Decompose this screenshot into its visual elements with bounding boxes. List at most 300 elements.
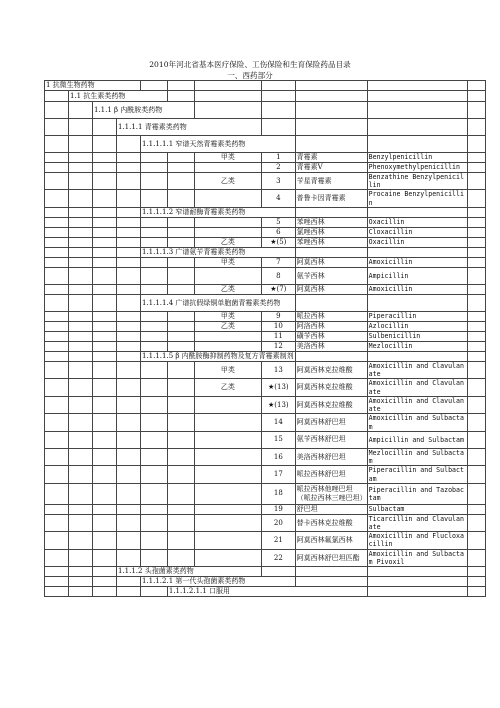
empty-cell <box>367 247 467 257</box>
drug-name-cn: 阿洛西林 <box>295 321 367 331</box>
indent-cell <box>45 217 69 227</box>
empty-cell <box>467 173 485 190</box>
indent-cell <box>45 207 69 217</box>
drug-name-en: Ticarcillin and Clavulanate <box>367 514 467 531</box>
drug-row <box>45 190 486 207</box>
indent-cell <box>45 577 69 587</box>
empty-cell <box>467 217 485 227</box>
indent-cell <box>93 514 117 531</box>
indent-cell <box>69 483 93 504</box>
category-row <box>45 587 486 597</box>
indent-cell <box>93 321 117 331</box>
indent-cell <box>167 466 194 483</box>
empty-cell <box>295 81 367 91</box>
drug-name-cn: 替卡西林克拉维酸 <box>295 514 367 531</box>
drug-name-cn: 阿莫西林克拉维酸 <box>295 396 367 413</box>
empty-cell <box>467 102 485 119</box>
indent-cell <box>45 448 69 465</box>
empty-cell <box>194 91 261 102</box>
indent-cell <box>167 284 194 294</box>
empty-cell <box>467 119 485 136</box>
indent-cell <box>141 514 168 531</box>
indent-cell <box>69 431 93 448</box>
indent-cell <box>45 237 69 247</box>
drug-name-en: Amoxicillin and Clavulanate <box>367 361 467 378</box>
indent-cell <box>69 294 93 311</box>
category-heading: 1.1.1.1 青霉素类药物 <box>117 119 262 136</box>
drug-name-en: Amoxicillin <box>367 257 467 267</box>
indent-cell <box>167 341 194 351</box>
drug-row <box>45 163 486 173</box>
drug-catalog-table <box>44 80 486 597</box>
indent-cell <box>167 190 194 207</box>
category-heading: 1.1.1.2 头孢菌素类药物 <box>117 567 262 577</box>
drug-row <box>45 483 486 504</box>
indent-cell <box>45 163 69 173</box>
category-heading: 1.1.1.1.3 广谱氨苄青霉素类药物 <box>141 247 296 257</box>
indent-cell <box>93 431 117 448</box>
indent-cell <box>117 587 141 597</box>
empty-cell <box>467 448 485 465</box>
drug-name-cn: 青霉素V <box>295 163 367 173</box>
indent-cell <box>93 396 117 413</box>
category-heading: 1.1.1 β 内酰胺类药物 <box>93 102 195 119</box>
drug-name-cn: 氨苄西林 <box>295 267 367 284</box>
category-heading: 1.1 抗生素类药物 <box>69 91 168 102</box>
indent-cell <box>69 190 93 207</box>
indent-cell <box>93 483 117 504</box>
category-row <box>45 136 486 153</box>
indent-cell <box>93 532 117 549</box>
drug-name-en: Amoxicillin and Sulbactam <box>367 414 467 431</box>
drug-name-cn: 磺苄西林 <box>295 331 367 341</box>
indent-cell <box>45 483 69 504</box>
indent-cell <box>69 396 93 413</box>
indent-cell <box>69 414 93 431</box>
indent-cell <box>117 532 141 549</box>
indent-cell <box>93 163 117 173</box>
drug-class <box>194 267 261 284</box>
indent-cell <box>167 448 194 465</box>
indent-cell <box>45 396 69 413</box>
drug-row <box>45 257 486 267</box>
drug-name-cn: 哌拉西林 <box>295 311 367 321</box>
empty-cell <box>467 257 485 267</box>
indent-cell <box>167 163 194 173</box>
drug-row <box>45 414 486 431</box>
empty-cell <box>467 466 485 483</box>
drug-name-en: Amoxicillin <box>367 284 467 294</box>
drug-name-en: Piperacillin <box>367 311 467 321</box>
indent-cell <box>117 396 141 413</box>
empty-cell <box>194 102 261 119</box>
indent-cell <box>117 483 141 504</box>
indent-cell <box>117 361 141 378</box>
indent-cell <box>167 431 194 448</box>
indent-cell <box>45 284 69 294</box>
indent-cell <box>93 119 117 136</box>
drug-name-cn: 普鲁卡因青霉素 <box>295 190 367 207</box>
indent-cell <box>45 190 69 207</box>
drug-class <box>194 396 261 413</box>
empty-cell <box>367 567 467 577</box>
drug-number: 2 <box>261 163 295 173</box>
indent-cell <box>141 331 168 341</box>
drug-name-en: Amoxicillin and Sulbactam Pivoxil <box>367 549 467 566</box>
category-row <box>45 81 486 91</box>
indent-cell <box>45 247 69 257</box>
drug-row <box>45 267 486 284</box>
indent-cell <box>167 514 194 531</box>
drug-class: 甲类 <box>194 257 261 267</box>
indent-cell <box>45 119 69 136</box>
indent-cell <box>69 587 93 597</box>
indent-cell <box>45 549 69 566</box>
drug-name-cn: 阿莫西林舒巴坦 <box>295 414 367 431</box>
indent-cell <box>117 504 141 514</box>
indent-cell <box>117 577 141 587</box>
drug-name-cn: 阿莫西林克拉维酸 <box>295 361 367 378</box>
indent-cell <box>45 466 69 483</box>
indent-cell <box>69 577 93 587</box>
drug-class <box>194 217 261 227</box>
indent-cell <box>93 379 117 396</box>
drug-row <box>45 448 486 465</box>
indent-cell <box>117 431 141 448</box>
drug-name-en: Mezlocillin <box>367 341 467 351</box>
indent-cell <box>141 163 168 173</box>
indent-cell <box>69 341 93 351</box>
drug-number: 8 <box>261 267 295 284</box>
drug-row <box>45 341 486 351</box>
drug-name-en: Ampicillin <box>367 267 467 284</box>
drug-class <box>194 483 261 504</box>
drug-number: 5 <box>261 217 295 227</box>
drug-class <box>194 414 261 431</box>
empty-cell <box>467 91 485 102</box>
indent-cell <box>141 257 168 267</box>
drug-name-en: Amoxicillin and Flucloxacillin <box>367 532 467 549</box>
drug-row <box>45 237 486 247</box>
indent-cell <box>141 466 168 483</box>
indent-cell <box>93 577 117 587</box>
indent-cell <box>141 483 168 504</box>
indent-cell <box>69 448 93 465</box>
indent-cell <box>69 247 93 257</box>
drug-name-en: Procaine Benzylpenicillin <box>367 190 467 207</box>
indent-cell <box>167 153 194 163</box>
indent-cell <box>141 504 168 514</box>
empty-cell <box>367 587 467 597</box>
empty-cell <box>261 567 295 577</box>
section-subtitle: 一、西药部分 <box>227 71 273 80</box>
drug-number: ★(5) <box>261 237 295 247</box>
indent-cell <box>167 414 194 431</box>
indent-cell <box>93 549 117 566</box>
indent-cell <box>141 341 168 351</box>
indent-cell <box>45 227 69 237</box>
empty-cell <box>295 567 367 577</box>
indent-cell <box>93 136 117 153</box>
drug-number: 3 <box>261 173 295 190</box>
indent-cell <box>93 217 117 227</box>
drug-name-cn: 哌拉西林他唑巴坦（哌拉西林三唑巴坦） <box>295 483 367 504</box>
drug-number: 17 <box>261 466 295 483</box>
indent-cell <box>45 514 69 531</box>
drug-name-cn: 美洛西林 <box>295 341 367 351</box>
indent-cell <box>69 119 93 136</box>
drug-row <box>45 396 486 413</box>
document-title: 2010年河北省基本医疗保险、工伤保险和生育保险药品目录 <box>149 60 351 69</box>
empty-cell <box>467 504 485 514</box>
drug-name-cn: 苄星青霉素 <box>295 173 367 190</box>
drug-class: 甲类 <box>194 361 261 378</box>
indent-cell <box>69 207 93 217</box>
indent-cell <box>45 351 69 361</box>
drug-row <box>45 217 486 227</box>
indent-cell <box>93 227 117 237</box>
empty-cell <box>467 284 485 294</box>
indent-cell <box>93 448 117 465</box>
empty-cell <box>467 267 485 284</box>
drug-class <box>194 504 261 514</box>
indent-cell <box>69 567 93 577</box>
indent-cell <box>117 227 141 237</box>
drug-name-en: Sulbenicillin <box>367 331 467 341</box>
indent-cell <box>167 217 194 227</box>
indent-cell <box>45 431 69 448</box>
indent-cell <box>45 532 69 549</box>
drug-number: ★(13) <box>261 379 295 396</box>
indent-cell <box>117 267 141 284</box>
drug-name-en: Amoxicillin and Clavulanate <box>367 396 467 413</box>
drug-class <box>194 431 261 448</box>
indent-cell <box>93 207 117 217</box>
indent-cell <box>167 483 194 504</box>
drug-class <box>194 227 261 237</box>
category-heading: 1.1.1.1.4 广谱抗假绿铜单胞菌青霉素类药物 <box>141 294 296 311</box>
indent-cell <box>69 331 93 341</box>
drug-row <box>45 431 486 448</box>
drug-class <box>194 448 261 465</box>
empty-cell <box>367 102 467 119</box>
drug-number: 6 <box>261 227 295 237</box>
indent-cell <box>45 361 69 378</box>
indent-cell <box>93 587 117 597</box>
drug-name-cn: 美洛西林舒巴坦 <box>295 448 367 465</box>
indent-cell <box>117 207 141 217</box>
empty-cell <box>467 577 485 587</box>
indent-cell <box>141 448 168 465</box>
empty-cell <box>141 81 168 91</box>
drug-class: 乙类 <box>194 173 261 190</box>
drug-class <box>194 190 261 207</box>
indent-cell <box>93 351 117 361</box>
indent-cell <box>141 237 168 247</box>
drug-name-en: Piperacillin and Sulbactam <box>367 466 467 483</box>
indent-cell <box>69 163 93 173</box>
indent-cell <box>167 379 194 396</box>
empty-cell <box>467 331 485 341</box>
indent-cell <box>93 567 117 577</box>
drug-class <box>194 549 261 566</box>
drug-number: 1 <box>261 153 295 163</box>
empty-cell <box>467 379 485 396</box>
indent-cell <box>117 321 141 331</box>
empty-cell <box>467 311 485 321</box>
indent-cell <box>167 257 194 267</box>
drug-row <box>45 153 486 163</box>
drug-name-en: Benzylpenicillin <box>367 153 467 163</box>
drug-row <box>45 227 486 237</box>
indent-cell <box>45 379 69 396</box>
empty-cell <box>467 587 485 597</box>
indent-cell <box>93 466 117 483</box>
indent-cell <box>45 331 69 341</box>
indent-cell <box>141 190 168 207</box>
indent-cell <box>93 257 117 267</box>
empty-cell <box>367 351 467 361</box>
drug-row <box>45 532 486 549</box>
indent-cell <box>45 153 69 163</box>
category-row <box>45 207 486 217</box>
empty-cell <box>467 163 485 173</box>
indent-cell <box>45 136 69 153</box>
indent-cell <box>69 217 93 227</box>
indent-cell <box>93 190 117 207</box>
empty-cell <box>367 136 467 153</box>
indent-cell <box>167 267 194 284</box>
drug-number: 21 <box>261 532 295 549</box>
indent-cell <box>141 587 168 597</box>
indent-cell <box>45 102 69 119</box>
indent-cell <box>69 351 93 361</box>
indent-cell <box>69 549 93 566</box>
indent-cell <box>141 549 168 566</box>
empty-cell <box>295 351 367 361</box>
indent-cell <box>45 567 69 577</box>
indent-cell <box>141 217 168 227</box>
indent-cell <box>117 514 141 531</box>
indent-cell <box>69 257 93 267</box>
indent-cell <box>45 91 69 102</box>
category-heading: 1.1.1.2.1.1 口服用 <box>167 587 367 597</box>
indent-cell <box>69 284 93 294</box>
drug-number: 7 <box>261 257 295 267</box>
indent-cell <box>69 153 93 163</box>
empty-cell <box>467 153 485 163</box>
indent-cell <box>117 247 141 257</box>
indent-cell <box>167 321 194 331</box>
drug-name-cn: 苯唑西林 <box>295 217 367 227</box>
drug-class <box>194 466 261 483</box>
empty-cell <box>261 119 295 136</box>
indent-cell <box>93 237 117 247</box>
drug-row <box>45 311 486 321</box>
indent-cell <box>141 431 168 448</box>
drug-name-en: Mezlocillin and Sulbactam <box>367 448 467 465</box>
indent-cell <box>167 311 194 321</box>
empty-cell <box>295 577 367 587</box>
indent-cell <box>45 294 69 311</box>
empty-cell <box>467 207 485 217</box>
drug-name-cn: 氨苄西林舒巴坦 <box>295 431 367 448</box>
indent-cell <box>93 341 117 351</box>
empty-cell <box>367 577 467 587</box>
indent-cell <box>69 321 93 331</box>
indent-cell <box>45 414 69 431</box>
empty-cell <box>467 514 485 531</box>
empty-cell <box>261 81 295 91</box>
indent-cell <box>167 504 194 514</box>
drug-number: 11 <box>261 331 295 341</box>
drug-class <box>194 514 261 531</box>
indent-cell <box>69 102 93 119</box>
drug-name-cn: 阿莫西林 <box>295 257 367 267</box>
indent-cell <box>167 396 194 413</box>
drug-name-en: Benzathine Benzylpenicillin <box>367 173 467 190</box>
drug-number: 13 <box>261 361 295 378</box>
indent-cell <box>93 504 117 514</box>
drug-catalog-body <box>45 81 486 597</box>
indent-cell <box>69 267 93 284</box>
empty-cell <box>367 81 467 91</box>
empty-cell <box>467 294 485 311</box>
empty-cell <box>467 414 485 431</box>
empty-cell <box>467 81 485 91</box>
drug-name-en: Amoxicillin and Clavulanate <box>367 379 467 396</box>
drug-row <box>45 504 486 514</box>
drug-number: 15 <box>261 431 295 448</box>
indent-cell <box>93 361 117 378</box>
indent-cell <box>117 331 141 341</box>
drug-row <box>45 321 486 331</box>
category-row <box>45 247 486 257</box>
empty-cell <box>167 91 194 102</box>
indent-cell <box>117 153 141 163</box>
indent-cell <box>141 173 168 190</box>
empty-cell <box>295 119 367 136</box>
category-heading: 1.1.1.1.5 β 内酰胺酶抑制药物及复方青霉素制剂 <box>142 352 294 361</box>
drug-name-en: Cloxacillin <box>367 227 467 237</box>
drug-class: 甲类 <box>194 153 261 163</box>
indent-cell <box>141 321 168 331</box>
indent-cell <box>141 361 168 378</box>
indent-cell <box>117 217 141 227</box>
indent-cell <box>69 311 93 321</box>
indent-cell <box>69 379 93 396</box>
indent-cell <box>69 227 93 237</box>
drug-number: 18 <box>261 483 295 504</box>
drug-number: 16 <box>261 448 295 465</box>
empty-cell <box>261 91 295 102</box>
indent-cell <box>117 237 141 247</box>
category-row <box>45 119 486 136</box>
drug-name-en: Oxacillin <box>367 217 467 227</box>
category-heading: 1.1.1.2.1 第一代头孢菌素类药物 <box>141 577 296 587</box>
empty-cell <box>295 294 367 311</box>
indent-cell <box>141 379 168 396</box>
drug-row <box>45 361 486 378</box>
indent-cell <box>141 532 168 549</box>
empty-cell <box>467 351 485 361</box>
indent-cell <box>117 351 141 361</box>
indent-cell <box>167 237 194 247</box>
indent-cell <box>117 466 141 483</box>
indent-cell <box>69 504 93 514</box>
category-row <box>45 351 486 361</box>
indent-cell <box>45 587 69 597</box>
